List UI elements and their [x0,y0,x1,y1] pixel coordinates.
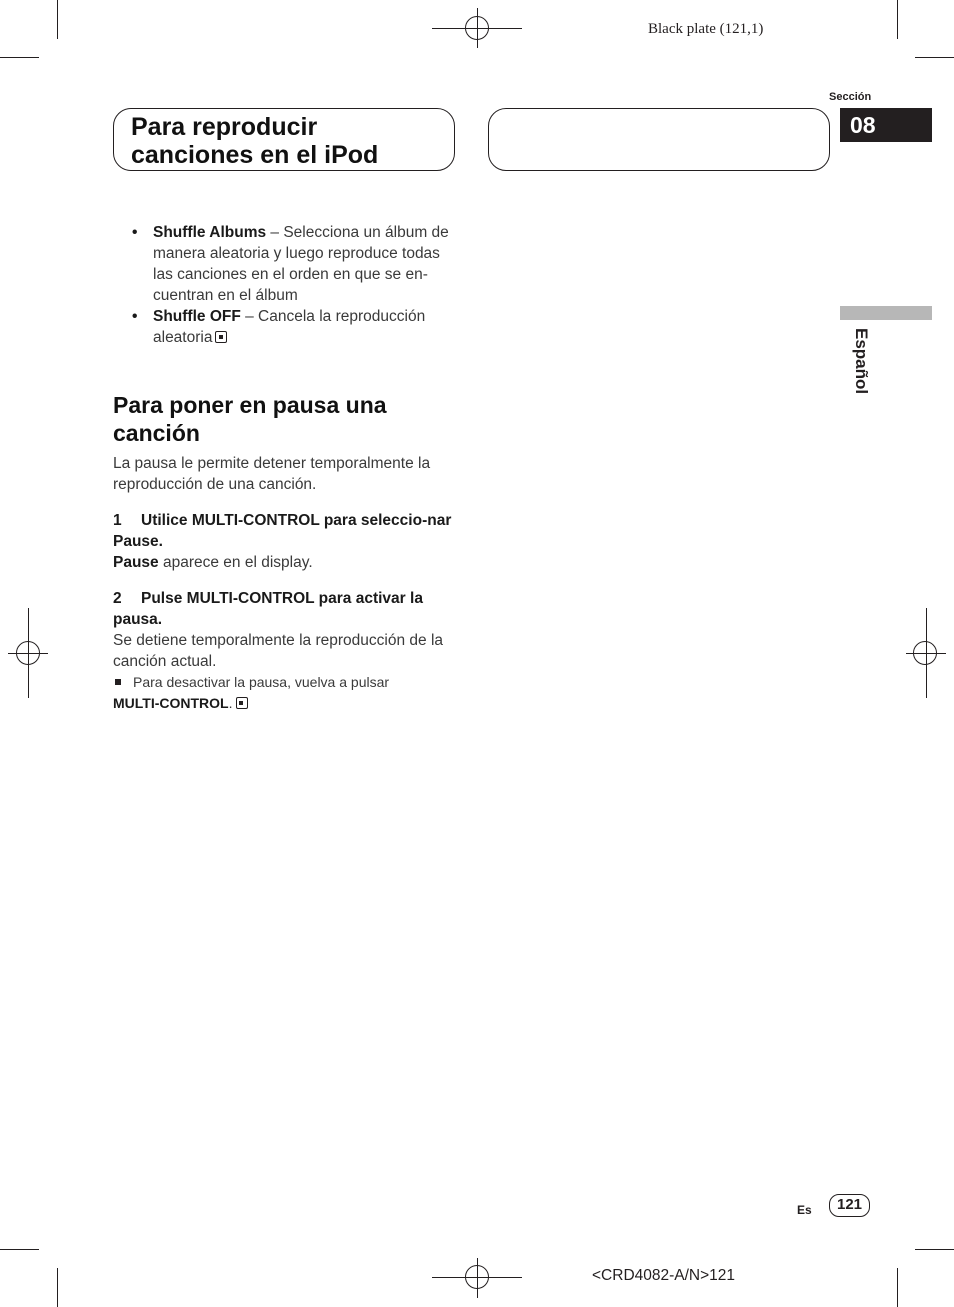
footer-language-code: Es [797,1203,812,1217]
step-1 [113,510,453,573]
list-item: • Shuffle Albums – Selecciona un álbum de manera aleatoria y luego reproduce todas las canciones en el orden en que se en-cuentran en el álbum [132,224,449,304]
language-tab-bar [840,306,932,320]
step-number: 1 [113,512,122,529]
bullet-term: Shuffle OFF [153,308,241,325]
note-term: MULTI-CONTROL [113,695,229,711]
bullet-description: – Selecciona un álbum de manera aleatoria y luego reproduce todas las canciones en el orden en que se en-cuentran en el álbum [153,224,449,304]
end-mark-icon [236,697,248,709]
language-label: Español [852,328,871,395]
note-text: Para desactivar la pausa, vuelva a pulsar [133,674,390,690]
section-heading [113,391,453,447]
step-2 [113,588,458,714]
chapter-title-line2: canciones en el iPod [131,141,379,169]
chapter-title-line1: Para reproducir [131,113,318,141]
plate-label: Black plate (121,1) [648,21,764,37]
empty-header-box [488,108,830,171]
bullet-description: – Cancela la reproducción aleatoria [153,308,426,346]
step-note [113,672,458,693]
step-title: Utilice MULTI-CONTROL para seleccio-nar Pause. [113,512,452,550]
section-heading-line1: Para poner en pausa una [113,392,387,418]
job-code: <CRD4082-A/N>121 [592,1267,736,1284]
step-result-text: Se detiene temporalmente la reproducción de la canción actual. [113,632,444,670]
list-item: • Shuffle OFF – Cancela la reproducción aleatoria [132,308,426,346]
step-result-term: Pause [113,554,159,571]
step-number: 2 [113,590,122,607]
shuffle-options-list [132,222,462,348]
section-number-badge: 08 [840,108,932,142]
note-end: . [228,695,233,711]
chapter-title-box [113,108,455,171]
section-heading-line2: canción [113,420,200,446]
bullet-term: Shuffle Albums [153,224,267,241]
step-title: Pulse MULTI-CONTROL para activar la pausa. [113,590,423,628]
note-square-icon [115,679,121,685]
page-number: 121 [829,1194,870,1217]
section-label: Sección [829,91,872,103]
section-intro: La pausa le permite detener temporalmente la reproducción de una canción. [113,455,431,493]
step-result-text: aparece en el display. [158,554,313,571]
end-mark-icon [215,331,227,343]
